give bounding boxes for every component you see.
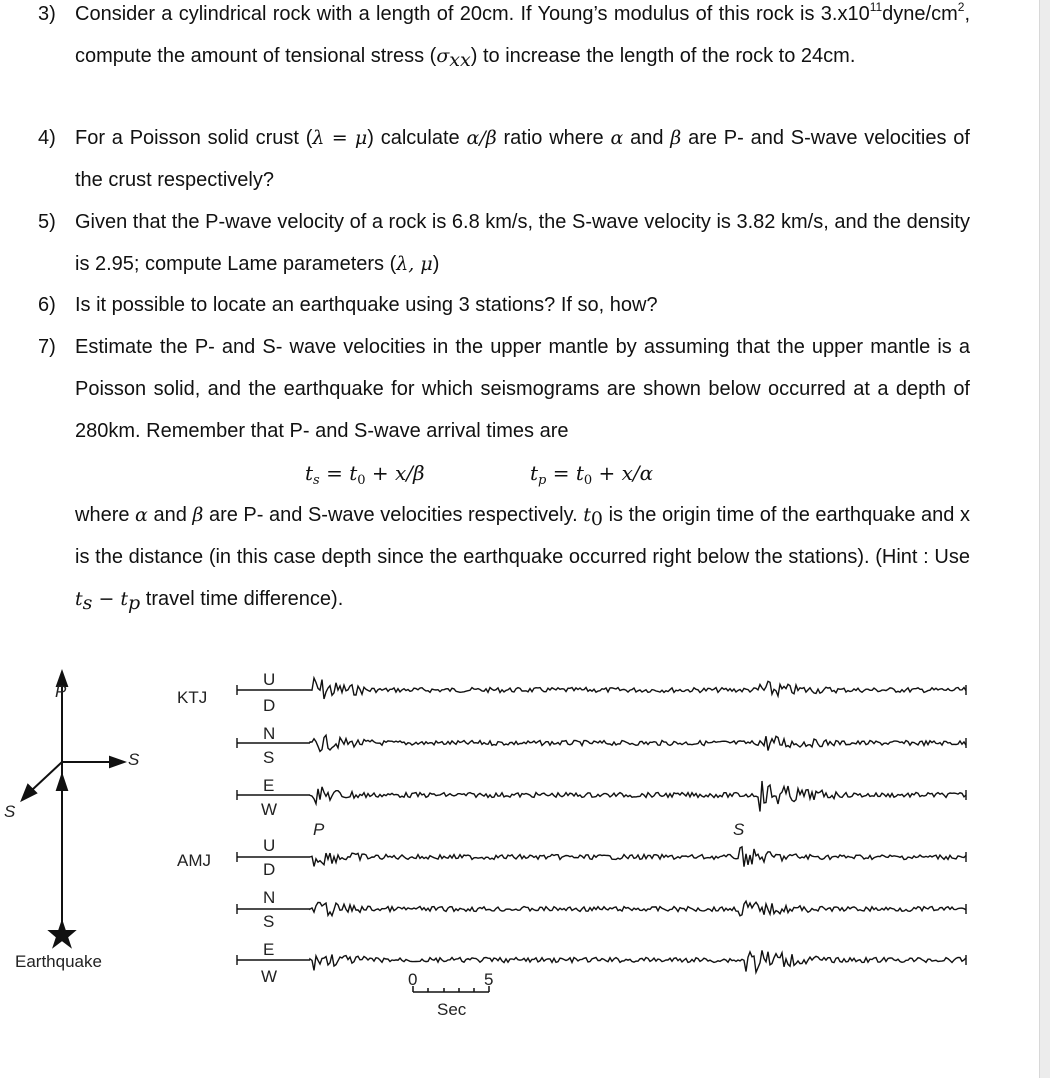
question-number: 4) xyxy=(38,127,56,149)
question-text xyxy=(75,201,970,285)
text-fragment: ) to increase the length of the rock to 24cm. xyxy=(470,45,856,67)
math-fragment: t xyxy=(75,588,83,610)
component-top: N xyxy=(263,724,276,743)
math-fragment: s xyxy=(82,592,93,614)
scale-unit-label: Sec xyxy=(437,1000,467,1019)
text-fragment: ratio where xyxy=(496,127,611,149)
question-number: 5) xyxy=(38,211,56,233)
question-number: 6) xyxy=(38,294,56,316)
component-bottom: D xyxy=(263,860,276,879)
math-fragment: β xyxy=(192,504,204,526)
math-fragment: α/β xyxy=(466,127,497,149)
text-fragment: Is it possible to locate an earthquake using 3 stations? If so, how? xyxy=(75,294,658,316)
question-number: 3) xyxy=(38,3,56,25)
text-fragment: dyne/cm xyxy=(882,3,958,25)
question-text xyxy=(75,0,970,77)
text-fragment: and xyxy=(623,127,671,149)
earthquake-star-icon xyxy=(50,922,74,946)
component-bottom: W xyxy=(261,800,278,819)
seismogram-trace xyxy=(310,901,966,916)
component-bottom: S xyxy=(263,748,275,767)
scale-end-label: 5 xyxy=(484,970,494,989)
math-fragment: p xyxy=(128,592,141,614)
axis-label-s-right: S xyxy=(128,750,140,769)
text-fragment: travel time difference). xyxy=(140,588,344,610)
math-fragment: σ xyxy=(436,45,450,67)
seismogram-figure xyxy=(0,640,1040,1060)
text-fragment: For a Poisson solid crust ( xyxy=(75,127,313,149)
math-fragment: xx xyxy=(449,49,471,71)
math-fragment: t xyxy=(120,588,129,610)
s-arrival-label: S xyxy=(733,820,745,839)
component-bottom: W xyxy=(261,967,278,986)
component-bottom: D xyxy=(263,696,276,715)
text-fragment: , compute the amount of tensional stress ( xyxy=(75,3,970,67)
question-number: 7) xyxy=(38,336,56,358)
math-fragment: − xyxy=(92,588,121,610)
p-arrow-head-lower xyxy=(57,775,67,790)
component-top: E xyxy=(263,940,275,959)
axis-label-s-left: S xyxy=(4,802,16,821)
component-top: N xyxy=(263,888,276,907)
station-label-ktj: KTJ xyxy=(177,688,208,707)
seismogram-trace xyxy=(310,735,966,751)
scale-start-label: 0 xyxy=(408,970,418,989)
text-fragment: 2 xyxy=(957,0,965,14)
text-fragment: are P- and S-wave velocities respectively. xyxy=(203,504,584,526)
question-text xyxy=(75,284,970,326)
question-text xyxy=(75,117,970,201)
component-top: U xyxy=(263,836,276,855)
p-arrival-label: P xyxy=(313,820,325,839)
text-fragment: ) calculate xyxy=(367,127,467,149)
text-fragment: Consider a cylindrical rock with a length of 20cm. If Young’s modulus of this rock is 3.x10 xyxy=(75,3,870,25)
ray-diagram xyxy=(22,672,124,946)
math-fragment: t xyxy=(583,504,591,526)
text-fragment: and xyxy=(147,504,193,526)
equation-ts: $t_s = t_0 + x/\beta$ xyxy=(305,461,425,488)
traces xyxy=(237,678,966,972)
question-text xyxy=(75,494,970,620)
seismogram-trace xyxy=(310,781,966,812)
earthquake-label: Earthquake xyxy=(15,952,102,971)
seismogram-trace xyxy=(310,950,966,972)
axis-label-p: P xyxy=(55,682,67,701)
component-bottom: S xyxy=(263,912,275,931)
text-fragment: 11 xyxy=(869,0,883,14)
seismogram-trace xyxy=(310,678,966,699)
equation-tp: $t_p = t_0 + x/\alpha$ xyxy=(530,461,654,488)
math-fragment: λ, μ xyxy=(396,253,433,275)
text-fragment: Given that the P-wave velocity of a rock is 6.8 km/s, the S-wave velocity is 3.82 km/s, and the density is 2.95; compute Lame parameters ( xyxy=(75,211,970,275)
text-fragment: are P- and S-wave velocities of the crust respectively? xyxy=(75,127,970,191)
math-fragment: 0 xyxy=(590,508,603,530)
text-fragment: ) xyxy=(432,253,440,275)
math-fragment: α xyxy=(135,504,148,526)
text-fragment: is the origin time of the earthquake and x is the distance (in this case depth since the earthquake occurred right below the stations). (Hint : Use xyxy=(75,504,970,568)
math-fragment: β xyxy=(670,127,682,149)
seismogram-drawing xyxy=(0,640,1040,1060)
text-fragment: Estimate the P- and S- wave velocities in the upper mantle by assuming that the upper mantle is a Poisson solid, and the earthquake for which seismograms are shown below occurred at a depth of 280km. Remember that P- and S-wave arrival times are xyxy=(75,336,970,442)
s-arrow-head-right xyxy=(110,757,124,767)
component-top: U xyxy=(263,670,276,689)
seismogram-trace xyxy=(310,847,966,867)
text-fragment: where xyxy=(75,504,136,526)
component-top: E xyxy=(263,776,275,795)
question-text xyxy=(75,326,970,452)
math-fragment: α xyxy=(610,127,624,149)
scrollbar-edge[interactable] xyxy=(1039,0,1050,1078)
math-fragment: λ = μ xyxy=(312,127,368,149)
station-label-amj: AMJ xyxy=(177,851,211,870)
time-scale xyxy=(413,986,489,992)
